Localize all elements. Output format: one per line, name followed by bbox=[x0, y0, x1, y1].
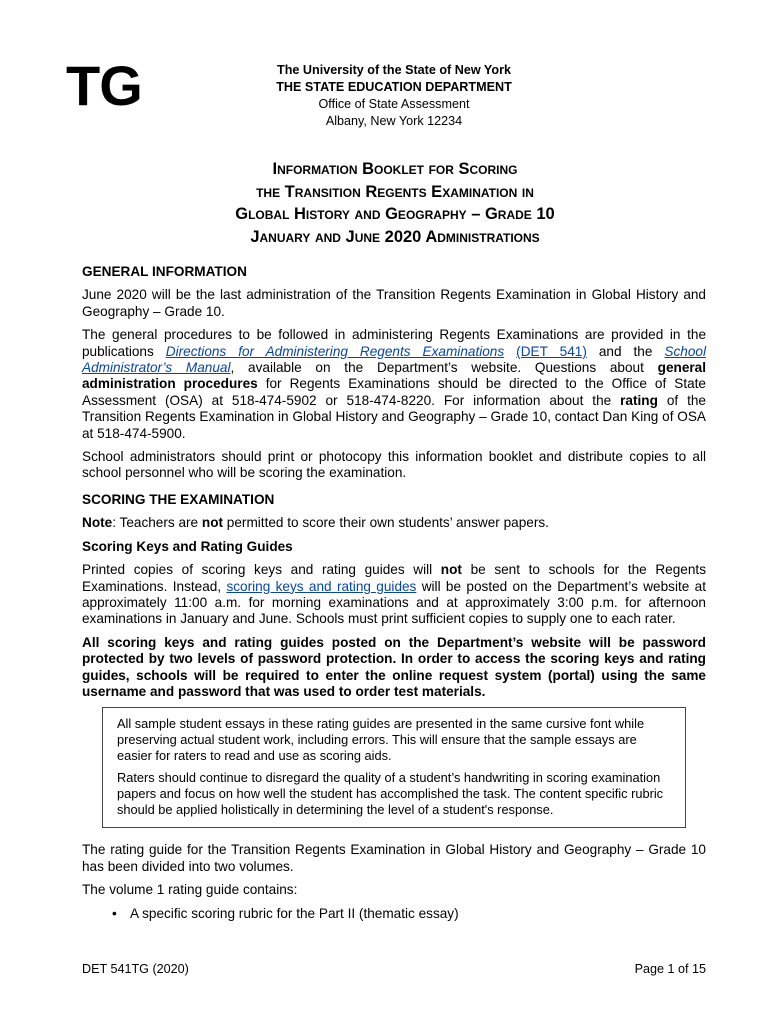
letterhead bbox=[234, 62, 554, 130]
header-department: THE STATE EDUCATION DEPARTMENT bbox=[276, 80, 512, 94]
title-line-3: Global History and Geography – Grade 10 bbox=[235, 205, 555, 223]
text-run: will be posted on the Department’s website at approximately 11:00 a.m. for morning examinations and at approximately 3:00 p.m. for afternoon examinations in January and June. Schools must print sufficient copies to supply one to each rater. bbox=[82, 578, 706, 627]
scoring-heading: SCORING THE EXAMINATION bbox=[82, 491, 275, 507]
bold-run: general administration procedures bbox=[82, 360, 707, 392]
directions-link[interactable]: Directions for Administering Regents Examinations bbox=[165, 343, 505, 359]
bold-run: rating bbox=[620, 392, 658, 408]
list-item bbox=[82, 906, 706, 922]
scoring-keys-link[interactable]: scoring keys and rating guides bbox=[226, 578, 417, 594]
title-line-2: the Transition Regents Examination in bbox=[256, 182, 534, 201]
text-run: for Regents Examinations should be directed to the Office of State Assessment (OSA) at 518-474-5902 or 518-474-8220. For information about the bbox=[82, 376, 706, 408]
list-item-text: A specific scoring rubric for the Part II (thematic essay) bbox=[130, 905, 459, 921]
general-paragraph-2 bbox=[82, 327, 706, 442]
scoring-keys-paragraph bbox=[82, 562, 706, 628]
general-paragraph-3: School administrators should print or photocopy this information booklet and distribute copies to all school personnel who will be scoring the examination. bbox=[82, 449, 706, 481]
title-line-1: Information Booklet for Scoring bbox=[272, 160, 518, 178]
title-line-4: January and June 2020 Administrations bbox=[250, 227, 540, 246]
header-address: Albany, New York 12234 bbox=[325, 114, 463, 128]
school-administrators-manual-link[interactable]: School Administrator’s Manual bbox=[82, 343, 706, 376]
text-run: be sent to schools for the Regents Examinations. Instead, bbox=[82, 562, 706, 594]
note-label: Note bbox=[82, 515, 113, 531]
general-paragraph-1: June 2020 will be the last administration of the Transition Regents Examination in Global History and Geography – Grade 10. bbox=[82, 287, 706, 319]
document-body bbox=[82, 264, 706, 929]
password-paragraph: All scoring keys and rating guides posted on the Department’s website will be password protected by two levels of password protection. In order to access the scoring keys and rating guides, schools will be required to enter the online request system (portal) using the same username and password that was used to order test materials. bbox=[82, 634, 706, 699]
det541-link[interactable]: (DET 541) bbox=[516, 343, 587, 359]
box-paragraph-2: Raters should continue to disregard the quality of a student’s handwriting in scoring examination papers and focus on how well the student has accomplished the task. The content specific rubric should be applied holistically in determining the level of a student's response. bbox=[117, 770, 664, 818]
text-run: , available on the Department’s website. Questions about bbox=[230, 360, 658, 376]
text-run: permitted to score their own students’ answer papers. bbox=[223, 515, 549, 531]
footer-page-number: Page 1 of 15 bbox=[634, 962, 706, 976]
header-office: Office of State Assessment bbox=[318, 97, 470, 111]
text-run: and the bbox=[586, 343, 665, 359]
text-run: The general procedures to be followed in administering Regents Examinations are provided in the publications bbox=[82, 327, 706, 359]
box-paragraph-1: All sample student essays in these rating guides are presented in the same cursive font while preserving actual student work, including errors. This will ensure that the sample essays are easier for raters to read and use as scoring aids. bbox=[117, 716, 645, 764]
general-information-heading: GENERAL INFORMATION bbox=[82, 264, 247, 279]
sample-essays-notice-box bbox=[102, 707, 686, 828]
footer-document-code: DET 541TG (2020) bbox=[82, 962, 189, 976]
bullet-icon: • bbox=[112, 905, 117, 921]
text-run: : Teachers are bbox=[112, 515, 202, 531]
bold-run: not bbox=[201, 515, 224, 531]
note-paragraph bbox=[82, 515, 706, 531]
tg-label: TG bbox=[66, 54, 142, 117]
text-run: of the Transition Regents Examination in Global History and Geography – Grade 10, contact Dan King of OSA at 518-474-5900. bbox=[82, 392, 706, 441]
text-run: Printed copies of scoring keys and rating guides will bbox=[82, 562, 441, 578]
header-university: The University of the State of New York bbox=[277, 63, 511, 77]
volume-paragraph-2: The volume 1 rating guide contains: bbox=[82, 882, 298, 898]
document-title bbox=[100, 158, 690, 248]
bold-run: not bbox=[440, 562, 462, 578]
scoring-keys-heading: Scoring Keys and Rating Guides bbox=[82, 538, 293, 554]
volume-paragraph-1: The rating guide for the Transition Regents Examination in Global History and Geography – Grade 10 has been divided into two volumes. bbox=[82, 842, 706, 874]
